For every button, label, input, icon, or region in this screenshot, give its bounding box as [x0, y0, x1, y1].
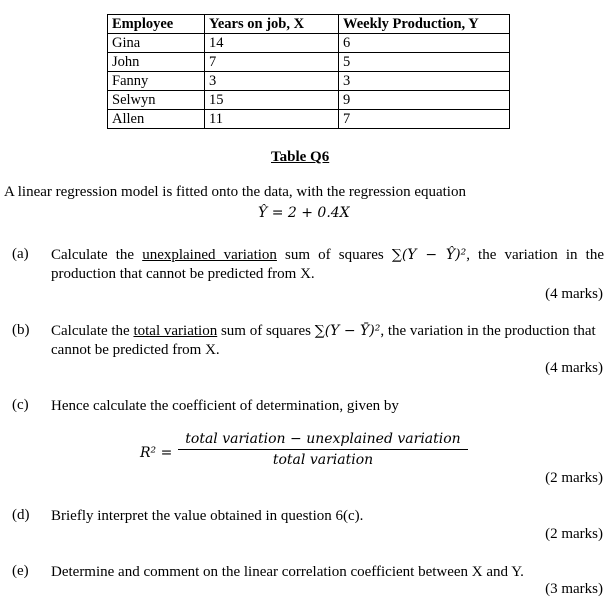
cell-employee: Allen: [108, 110, 205, 129]
cell-years: 15: [205, 91, 339, 110]
question-b-label: (b): [12, 322, 30, 338]
cell-production: 5: [339, 53, 510, 72]
fraction-numerator: total variation − unexplained variation: [185, 431, 461, 447]
question-a-text: [51, 246, 604, 284]
cell-years: 11: [205, 110, 339, 129]
question-e-text: Determine and comment on the linear correlation coefficient between X and Y.: [51, 564, 524, 580]
cell-production: 9: [339, 91, 510, 110]
cell-production: 7: [339, 110, 510, 129]
question-c-label: (c): [12, 397, 29, 413]
question-a-mid: sum of squares: [276, 247, 392, 263]
r-squared-lhs: R² =: [140, 445, 173, 461]
question-c-text: Hence calculate the coefficient of determination, given by: [51, 398, 399, 414]
header-production: Weekly Production, Y: [339, 15, 510, 34]
question-d-marks: (2 marks): [545, 526, 603, 542]
header-employee: Employee: [108, 15, 205, 34]
regression-equation: Ŷ = 2 + 0.4X: [258, 205, 350, 221]
cell-employee: John: [108, 53, 205, 72]
cell-years: 14: [205, 34, 339, 53]
question-b-marks: (4 marks): [545, 360, 603, 376]
cell-employee: Selwyn: [108, 91, 205, 110]
cell-years: 3: [205, 72, 339, 91]
question-b-pre: Calculate the: [51, 323, 134, 339]
cell-employee: Gina: [108, 34, 205, 53]
question-b-mid: sum of squares: [217, 323, 315, 339]
question-a-post: , the variation in the production that cannot be predicted from X.: [51, 247, 604, 282]
cell-production: 6: [339, 34, 510, 53]
question-b-text: [51, 322, 604, 360]
cell-employee: Fanny: [108, 72, 205, 91]
r-squared-fraction: [178, 431, 468, 469]
question-c-marks: (2 marks): [545, 470, 603, 486]
table-row: [108, 91, 510, 110]
table-header-row: [108, 15, 510, 34]
table-row: [108, 72, 510, 91]
intro-text: A linear regression model is fitted onto the data, with the regression equation: [4, 184, 466, 200]
question-b-term: total variation: [133, 323, 218, 339]
question-a-marks: (4 marks): [545, 286, 603, 302]
question-a-term: unexplained variation: [142, 247, 277, 263]
question-e-label: (e): [12, 563, 29, 579]
data-table: [107, 14, 510, 129]
question-d-label: (d): [12, 507, 30, 523]
question-b-formula: ∑(Y − Ȳ)²: [314, 323, 381, 339]
table-row: [108, 110, 510, 129]
cell-years: 7: [205, 53, 339, 72]
question-a-pre: Calculate the: [51, 247, 143, 263]
table-row: [108, 53, 510, 72]
question-a-formula: ∑(Y − Ŷ)²: [391, 247, 467, 263]
question-d-text: Briefly interpret the value obtained in question 6(c).: [51, 508, 364, 524]
header-years: Years on job, X: [205, 15, 339, 34]
question-b-post: , the variation in the production that cannot be predicted from X.: [51, 323, 596, 358]
question-e-marks: (3 marks): [545, 581, 603, 597]
question-a-label: (a): [12, 246, 29, 262]
table-row: [108, 34, 510, 53]
fraction-denominator: total variation: [272, 452, 374, 468]
table-caption: Table Q6: [271, 149, 330, 165]
cell-production: 3: [339, 72, 510, 91]
